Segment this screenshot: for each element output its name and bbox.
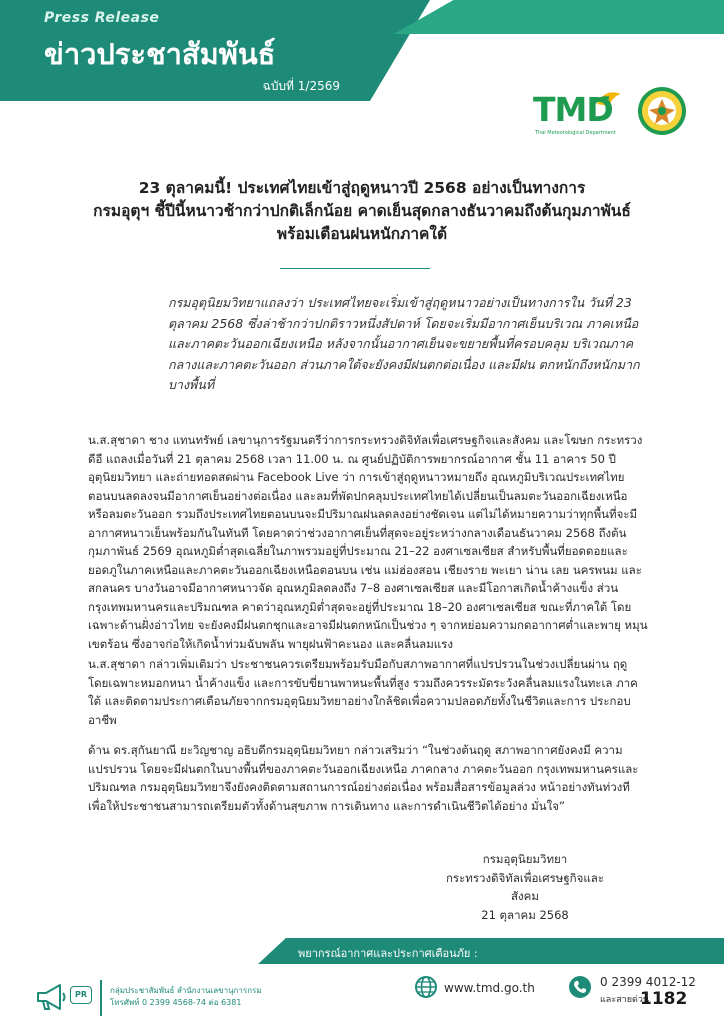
headline-line-1: 23 ตุลาคมนี้! ประเทศไทยเข้าสู่ฤดูหนาวปี 2568 อย่างเป็นทางการ	[138, 179, 586, 197]
page-title: ข่าวประชาสัมพันธ์	[44, 37, 276, 71]
signature-block	[440, 850, 610, 924]
press-release-kicker: Press Release	[44, 10, 160, 26]
body-paragraph-3: ด้าน ดร.สุกันยาณี ยะวิญชาญ อธิบดีกรมอุตุนิยมวิทยา กล่าวเสริมว่า “ในช่วงต้นฤดู สภาพอากาศยังคงมี ความแปรปรวน โดยจะมีฝนตกในบางพื้นที่ของภาคตะวันออกเฉียงเหนือ ภาคกลาง ภาคตะวันออก กรุงเทพมหานครและปริมณฑล กรมอุตุนิยมวิทยาจึงยังคงติดตามสถานการณ์อย่างต่อเนื่อง พร้อมสื่อสารข้อมูลล่วง หน้าอย่างทันท่วงที เพื่อให้ประชาชนสามารถเตรียมตัวทั้งด้านสุขภาพ การเดินทาง และการดำเนินชีวิตได้อย่าง มั่นใจ”	[88, 743, 639, 813]
headline-line-2: กรมอุตุฯ ชี้ปีนี้หนาวช้ากว่าปกติเล็กน้อย คาดเย็นสุดกลางธันวาคมถึงต้นกุมภาพันธ์	[93, 202, 631, 220]
header-band-edge	[370, 0, 430, 101]
phone-icon	[568, 975, 592, 999]
footer-bar-label: พยากรณ์อากาศและประกาศเตือนภัย :	[298, 947, 478, 960]
hotline-label: และสายด่วน	[600, 995, 650, 1005]
website-link[interactable]: www.tmd.go.th	[444, 981, 535, 995]
pr-office-info	[110, 985, 262, 1009]
tmd-logo-text: TMD	[533, 90, 613, 129]
top-accent-band	[394, 0, 724, 34]
tmd-logo	[533, 86, 628, 136]
headline-divider	[280, 268, 430, 269]
pr-office-phone: โทรศัพท์ 0 2399 4568-74 ต่อ 6381	[110, 998, 242, 1007]
signature-ministry: กระทรวงดิจิทัลเพื่อเศรษฐกิจและสังคม	[445, 870, 605, 903]
signature-department: กรมอุตุนิยมวิทยา	[482, 852, 568, 866]
pr-badge: PR	[70, 986, 92, 1004]
globe-icon	[414, 975, 438, 999]
department-seal-icon	[637, 86, 687, 136]
tmd-logo-subtitle: Thai Meteorological Department	[535, 130, 616, 136]
megaphone-icon	[34, 982, 68, 1012]
footer-separator	[100, 980, 102, 1016]
headline-line-3: พร้อมเตือนฝนหนักภาคใต้	[276, 225, 448, 243]
issue-number: ฉบับที่ 1/2569	[262, 79, 340, 93]
phone-number: 0 2399 4012-12	[600, 975, 696, 989]
body-paragraph-2: น.ส.สุชาดา กล่าวเพิ่มเติมว่า ประชาชนควรเตรียมพร้อมรับมือกับสภาพอากาศที่แปรปรวนในช่วงเปลี่ยนผ่าน ฤดู โดยเฉพาะหมอกหนา น้ำค้างแข็ง และการขับขี่ยานพาหนะพื้นที่สูง รวมถึงควรระมัดระวังคลื่นลมแรงในทะเล ภาคใต้ และติดตามประกาศเตือนภัยจากกรมอุตุนิยมวิทยาอย่างใกล้ชิดเพื่อความปลอดภัยทั้งในชีวิตและการ ประกอบอาชีพ	[88, 657, 638, 727]
hotline-number: 1182	[640, 989, 688, 1009]
body-paragraph-1: น.ส.สุชาดา ชาง แทนทรัพย์ เลขานุการรัฐมนตรีว่าการกระทรวงดิจิทัลเพื่อเศรษฐกิจและสังคม และโฆษก กระทรวงดีอี แถลงเมื่อวันที่ 21 ตุลาคม 2568 เวลา 11.00 น. ณ ศูนย์ปฏิบัติการพยากรณ์อากาศ ชั้น 11 อาคาร 50 ปี อุตุนิยมวิทยา และถ่ายทอดสดผ่าน Facebook Live ว่า การเข้าสู่ฤดูหนาวหมายถึง อุณหภูมิบริเวณประเทศไทย ตอนบนลดลงจนมีอากาศเย็นอย่างต่อเนื่อง และลมที่พัดปกคลุมประเทศไทยได้เปลี่ยนเป็นลมตะวันออกเฉียงเหนือ หรือลมตะวันออก รวมถึงประเทศไทยตอนบนจะมีปริมาณฝนลดลงอย่างชัดเจน แต่ไม่ได้หมายความว่าทุกพื้นที่จะมี อากาศหนาวเย็นพร้อมกันในทันที โดยคาดว่าช่วงอากาศเย็นที่สุดจะอยู่ระหว่างกลางเดือนธันวาคม 2568 ถึงต้น กุมภาพันธ์ 2569 อุณหภูมิต่ำสุดเฉลี่ยในภาพรวมอยู่ที่ประมาณ 21–22 องศาเซลเซียส สำหรับพื้นที่ยอดดอยและ ยอดภูในภาคเหนือและภาคตะวันออกเฉียงเหนือตอนบน เช่น แม่ฮ่องสอน เชียงราย พะเยา น่าน เลย นครพนม และสกลนคร บางวันอาจมีอากาศหนาวจัด อุณหภูมิลดลงถึง 7–8 องศาเซลเซียส และมีโอกาสเกิดน้ำค้างแข็ง ส่วน กรุงเทพมหานครและปริมณฑล คาดว่าอุณหภูมิต่ำสุดจะอยู่ที่ประมาณ 18–20 องศาเซลเซียส ขณะที่ภาคใต้ โดย เฉพาะด้านฝั่งอ่าวไทย จะยังคงมีฝนตกชุกและอาจมีฝนตกหนักเป็นช่วง ๆ จากหย่อมความกดอากาศต่ำและพายุ หมุนเขตร้อน ซึ่งอาจก่อให้เกิดน้ำท่วมฉับพลัน พายุฝนฟ้าคะนอง และคลื่นลมแรง	[88, 433, 648, 651]
lead-paragraph: กรมอุตุนิยมวิทยาแถลงว่า ประเทศไทยจะเริ่มเข้าสู่ฤดูหนาวอย่างเป็นทางการใน วันที่ 23 ตุลาคม 2568 ซึ่งล่าช้ากว่าปกติราวหนึ่งสัปดาห์ โดยจะเริ่มมีอากาศเย็นบริเวณ ภาคเหนือและภาคตะวันออกเฉียงเหนือ หลังจากนั้นอากาศเย็นจะขยายพื้นที่ครอบคลุม บริเวณภาคกลางและภาคตะวันออก ส่วนภาคใต้จะยังคงมีฝนตกต่อเนื่อง และมีฝน ตกหนักถึงหนักมากบางพื้นที่	[168, 295, 640, 392]
headline	[60, 177, 664, 246]
pr-office-name: กลุ่มประชาสัมพันธ์ สำนักงานเลขานุการกรม	[110, 986, 262, 995]
signature-date: 21 ตุลาคม 2568	[481, 907, 569, 922]
